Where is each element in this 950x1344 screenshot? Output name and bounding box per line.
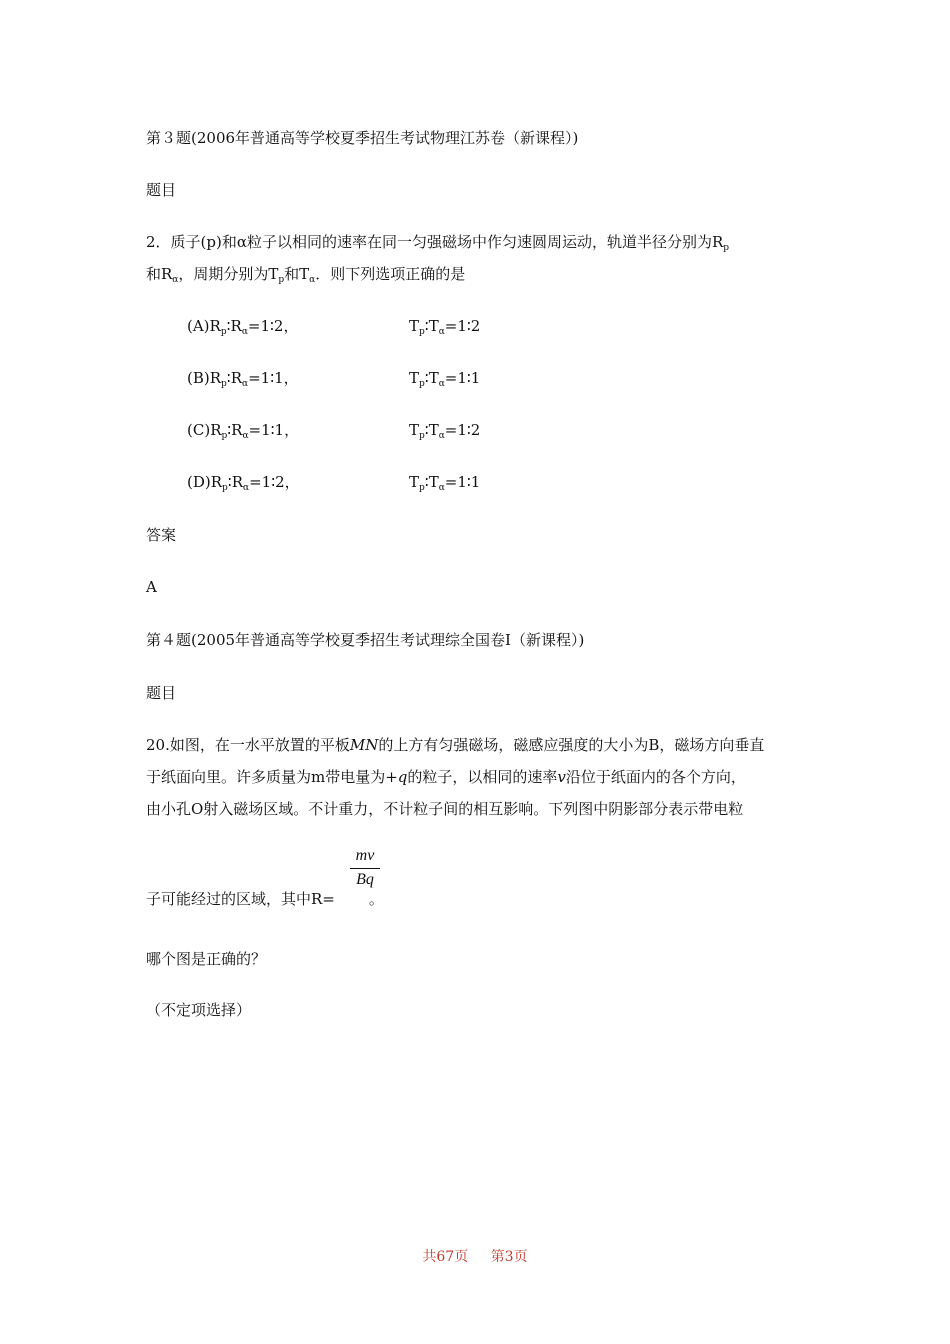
radius-formula-fraction: [350, 846, 380, 890]
q3-question-label: 题目: [146, 181, 177, 199]
q4-stem-line4: 子可能经过的区域，其中R= 。: [146, 890, 384, 908]
option-d-radius: $(D)R_p∶R_\alpha=1∶2$，: [187, 473, 300, 493]
option-a-radius: $(A)R_p∶R_\alpha=1∶2$，: [187, 317, 299, 337]
q4-stem-line6: （不定项选择）: [146, 1001, 252, 1019]
q3-answer-label: 答案: [146, 526, 177, 544]
q4-stem-line5: 哪个图是正确的？: [146, 950, 267, 968]
q4-stem-line2: 于纸面向里。许多质量为m带电量为+q的粒子，以相同的速率v沿位于纸面内的各个方向，: [146, 768, 746, 786]
option-c-radius: $(C)R_p∶R_\alpha=1∶1$，: [187, 421, 300, 441]
q3-stem-line2: 和$R_\alpha$，周期分别为$T_p$和$T_\alpha$．则下列选项正确的是: [146, 265, 466, 285]
option-b-period: $T_p∶T_\alpha=1∶1$: [409, 369, 481, 389]
option-b-radius: $(B)R_p∶R_\alpha=1∶1$，: [187, 369, 299, 389]
option-c-period: $T_p∶T_\alpha=1∶2$: [409, 421, 481, 441]
q4-stem-line1: 20.如图，在一水平放置的平板MN的上方有匀强磁场，磁感应强度的大小为B，磁场方向垂直: [146, 736, 765, 754]
fraction-bar: [350, 868, 380, 869]
option-a-period: $T_p∶T_\alpha=1∶2$: [409, 317, 481, 337]
page-footer: [0, 1247, 950, 1267]
option-d-period: $T_p∶T_\alpha=1∶1$: [409, 473, 481, 493]
fraction-numerator: mv: [355, 847, 375, 864]
q4-heading: 第４题(2005年普通高等学校夏季招生考试理综全国卷Ⅰ（新课程）): [146, 631, 585, 649]
footer-current-page: 第3页: [490, 1249, 528, 1265]
q3-stem-line1: 2．质子(p)和α粒子以相同的速率在同一匀强磁场中作匀速圆周运动，轨道半径分别为$R_p$: [146, 233, 730, 253]
footer-total-pages: 共67页: [422, 1249, 469, 1265]
fraction-denominator: Bq: [356, 871, 374, 888]
q3-heading: 第３题(2006年普通高等学校夏季招生考试物理江苏卷（新课程）): [146, 129, 579, 147]
q3-answer: A: [146, 578, 157, 596]
q4-question-label: 题目: [146, 684, 177, 702]
q4-stem-line3: 由小孔O射入磁场区域。不计重力，不计粒子间的相互影响。下列图中阴影部分表示带电粒: [146, 800, 744, 818]
